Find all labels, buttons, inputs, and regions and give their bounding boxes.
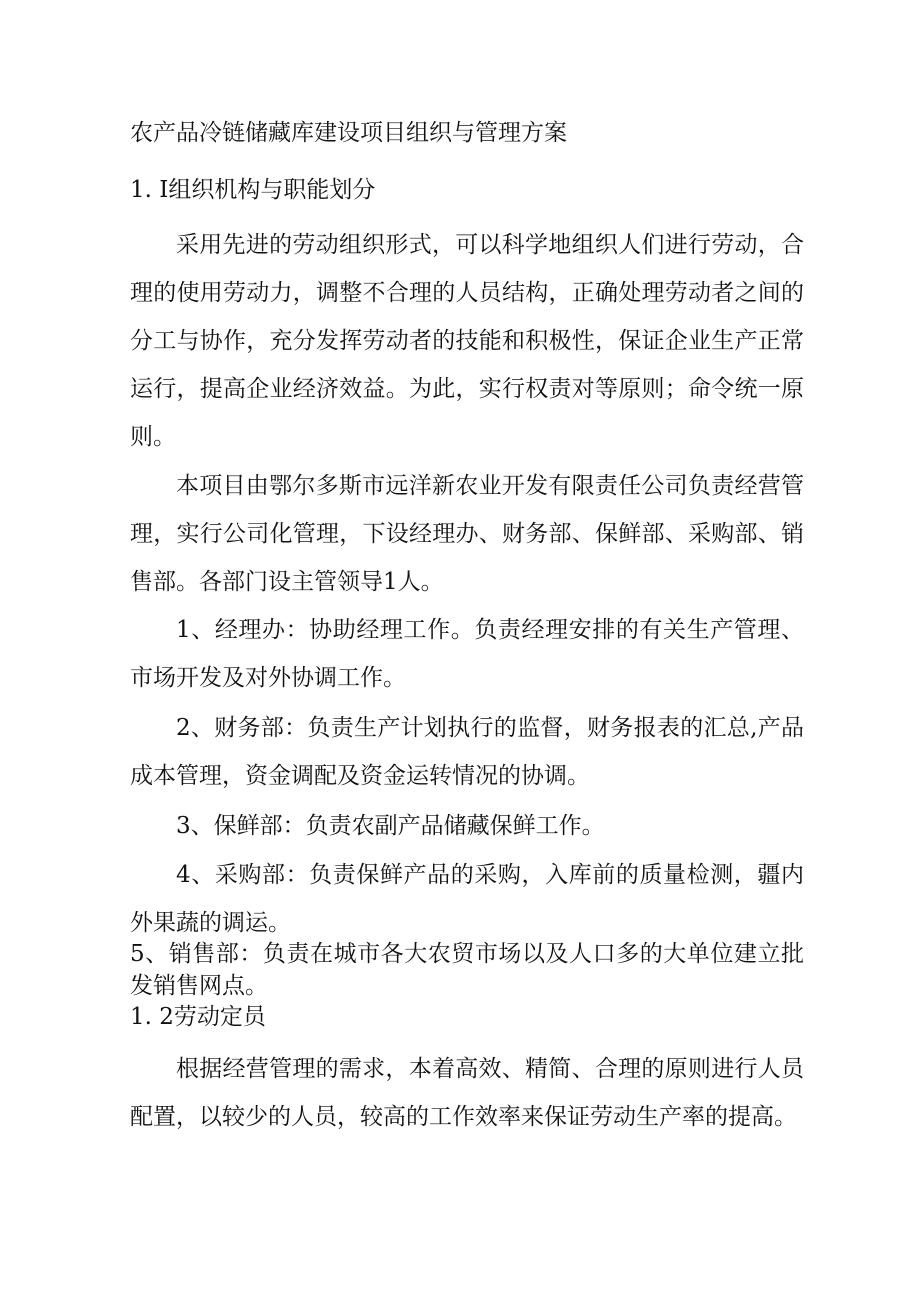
- section-heading-1-2: 1. 2劳动定员: [130, 1004, 266, 1030]
- paragraph-labor-organization: 采用先进的劳动组织形式，可以科学地组织人们进行劳动，合理的使用劳动力，调整不合理的人员结构，正确处理劳动者之间的分工与协作，充分发挥劳动者的技能和积极性，保证企业生产正常运行，提高企业经济效益。为此，实行权责对等原则；命令统一原则。: [130, 232, 804, 450]
- document-title: 农产品冷链储藏库建设项目组织与管理方案: [130, 120, 567, 146]
- paragraph-staffing: 根据经营管理的需求，本着高效、精简、合理的原则进行人员配置，以较少的人员，较高的工作效率来保证劳动生产率的提高。: [130, 1056, 804, 1130]
- list-item-manager-office: 1、经理办：协助经理工作。负责经理安排的有关生产管理、市场开发及对外协调工作。: [130, 617, 804, 691]
- list-item-preservation-dept: 3、保鲜部：负责农副产品储藏保鲜工作。: [176, 813, 605, 839]
- paragraph-company-structure: 本项目由鄂尔多斯市远洋新农业开发有限责任公司负责经营管理，实行公司化管理，下设经理办、财务部、保鲜部、采购部、销售部。各部门设主管领导1人。: [130, 473, 804, 595]
- section-heading-1-1: 1. I组织机构与职能划分: [130, 177, 376, 203]
- list-item-purchasing-dept: 4、采购部：负责保鲜产品的采购，入库前的质量检测，疆内外果蔬的调运。: [130, 862, 804, 936]
- list-item-sales-dept: 5、销售部：负责在城市各大农贸市场以及人口多的大单位建立批发销售网点。: [130, 941, 804, 999]
- list-item-finance-dept: 2、财务部：负责生产计划执行的监督，财务报表的汇总,产品成本管理，资金调配及资金运转情况的协调。: [130, 715, 804, 789]
